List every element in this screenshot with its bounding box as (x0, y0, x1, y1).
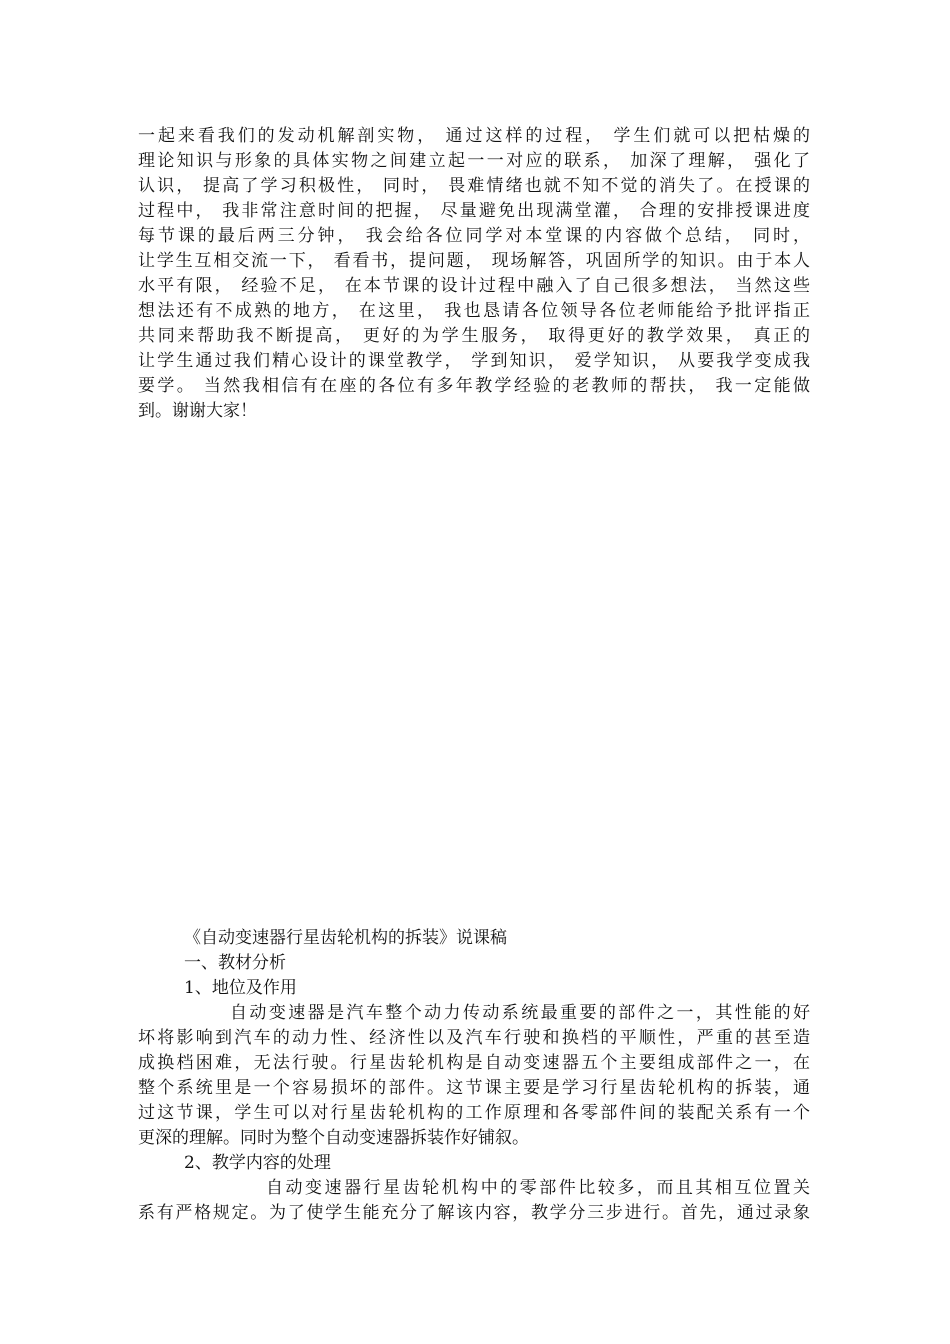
paragraph-first-line: 自动变速器行星齿轮机构中的零部件比较多，而且其相互位置关 (266, 1178, 810, 1198)
text-line: 过程中， 我非常注意时间的把握， 尽量避免出现满堂灌， 合理的安排授课进度 (138, 201, 810, 221)
text-line: 整个系统里是一个容易损坏的部件。这节课主要是学习行星齿轮机构的拆装，通 (138, 1078, 810, 1098)
text-line: 理论知识与形象的具体实物之间建立起一一对应的联系， 加深了理解， 强化了 (138, 151, 810, 171)
text-line: 一起来看我们的发动机解剖实物， 通过这样的过程， 学生们就可以把枯燥的 (138, 126, 810, 146)
document-title: 《自动变速器行星齿轮机构的拆装》说课稿 (184, 928, 507, 948)
subsection-heading: 1、地位及作用 (184, 978, 297, 998)
text-line: 坏将影响到汽车的动力性、经济性以及汽车行驶和换档的平顺性，严重的甚至造 (138, 1028, 810, 1048)
closing-paragraph (138, 124, 810, 424)
text-line: 水平有限， 经验不足， 在本节课的设计过程中融入了自己很多想法， 当然这些 (138, 276, 810, 296)
text-line: 想法还有不成熟的地方， 在这里， 我也恳请各位领导各位老师能给予批评指正 (138, 301, 810, 321)
lecture-draft (138, 926, 810, 1226)
text-line: 每节课的最后两三分钟， 我会给各位同学对本堂课的内容做个总结， 同时， (138, 226, 810, 246)
text-line: 系有严格规定。为了使学生能充分了解该内容，教学分三步进行。首先，通过录象 (138, 1203, 810, 1223)
text-line: 成换档困难，无法行驶。行星齿轮机构是自动变速器五个主要组成部件之一，在 (138, 1053, 810, 1073)
text-line: 到。谢谢大家！ (138, 401, 257, 421)
text-line: 让学生互相交流一下， 看看书，提问题， 现场解答，巩固所学的知识。由于本人 (138, 251, 810, 271)
paragraph-first-line: 自动变速器是汽车整个动力传动系统最重要的部件之一，其性能的好 (230, 1003, 810, 1023)
text-line: 要学。 当然我相信有在座的各位有多年教学经验的老教师的帮扶， 我一定能做 (138, 376, 810, 396)
section-heading: 一、教材分析 (184, 953, 286, 973)
text-line: 让学生通过我们精心设计的课堂教学， 学到知识， 爱学知识， 从要我学变成我 (138, 351, 810, 371)
subsection-heading: 2、教学内容的处理 (184, 1153, 331, 1173)
text-line: 更深的理解。同时为整个自动变速器拆装作好铺叙。 (138, 1128, 529, 1148)
text-line: 共同来帮助我不断提高， 更好的为学生服务， 取得更好的教学效果， 真正的 (138, 326, 810, 346)
text-line: 过这节课，学生可以对行星齿轮机构的工作原理和各零部件间的装配关系有一个 (138, 1103, 810, 1123)
text-line: 认识， 提高了学习积极性， 同时， 畏难情绪也就不知不觉的消失了。在授课的 (138, 176, 810, 196)
